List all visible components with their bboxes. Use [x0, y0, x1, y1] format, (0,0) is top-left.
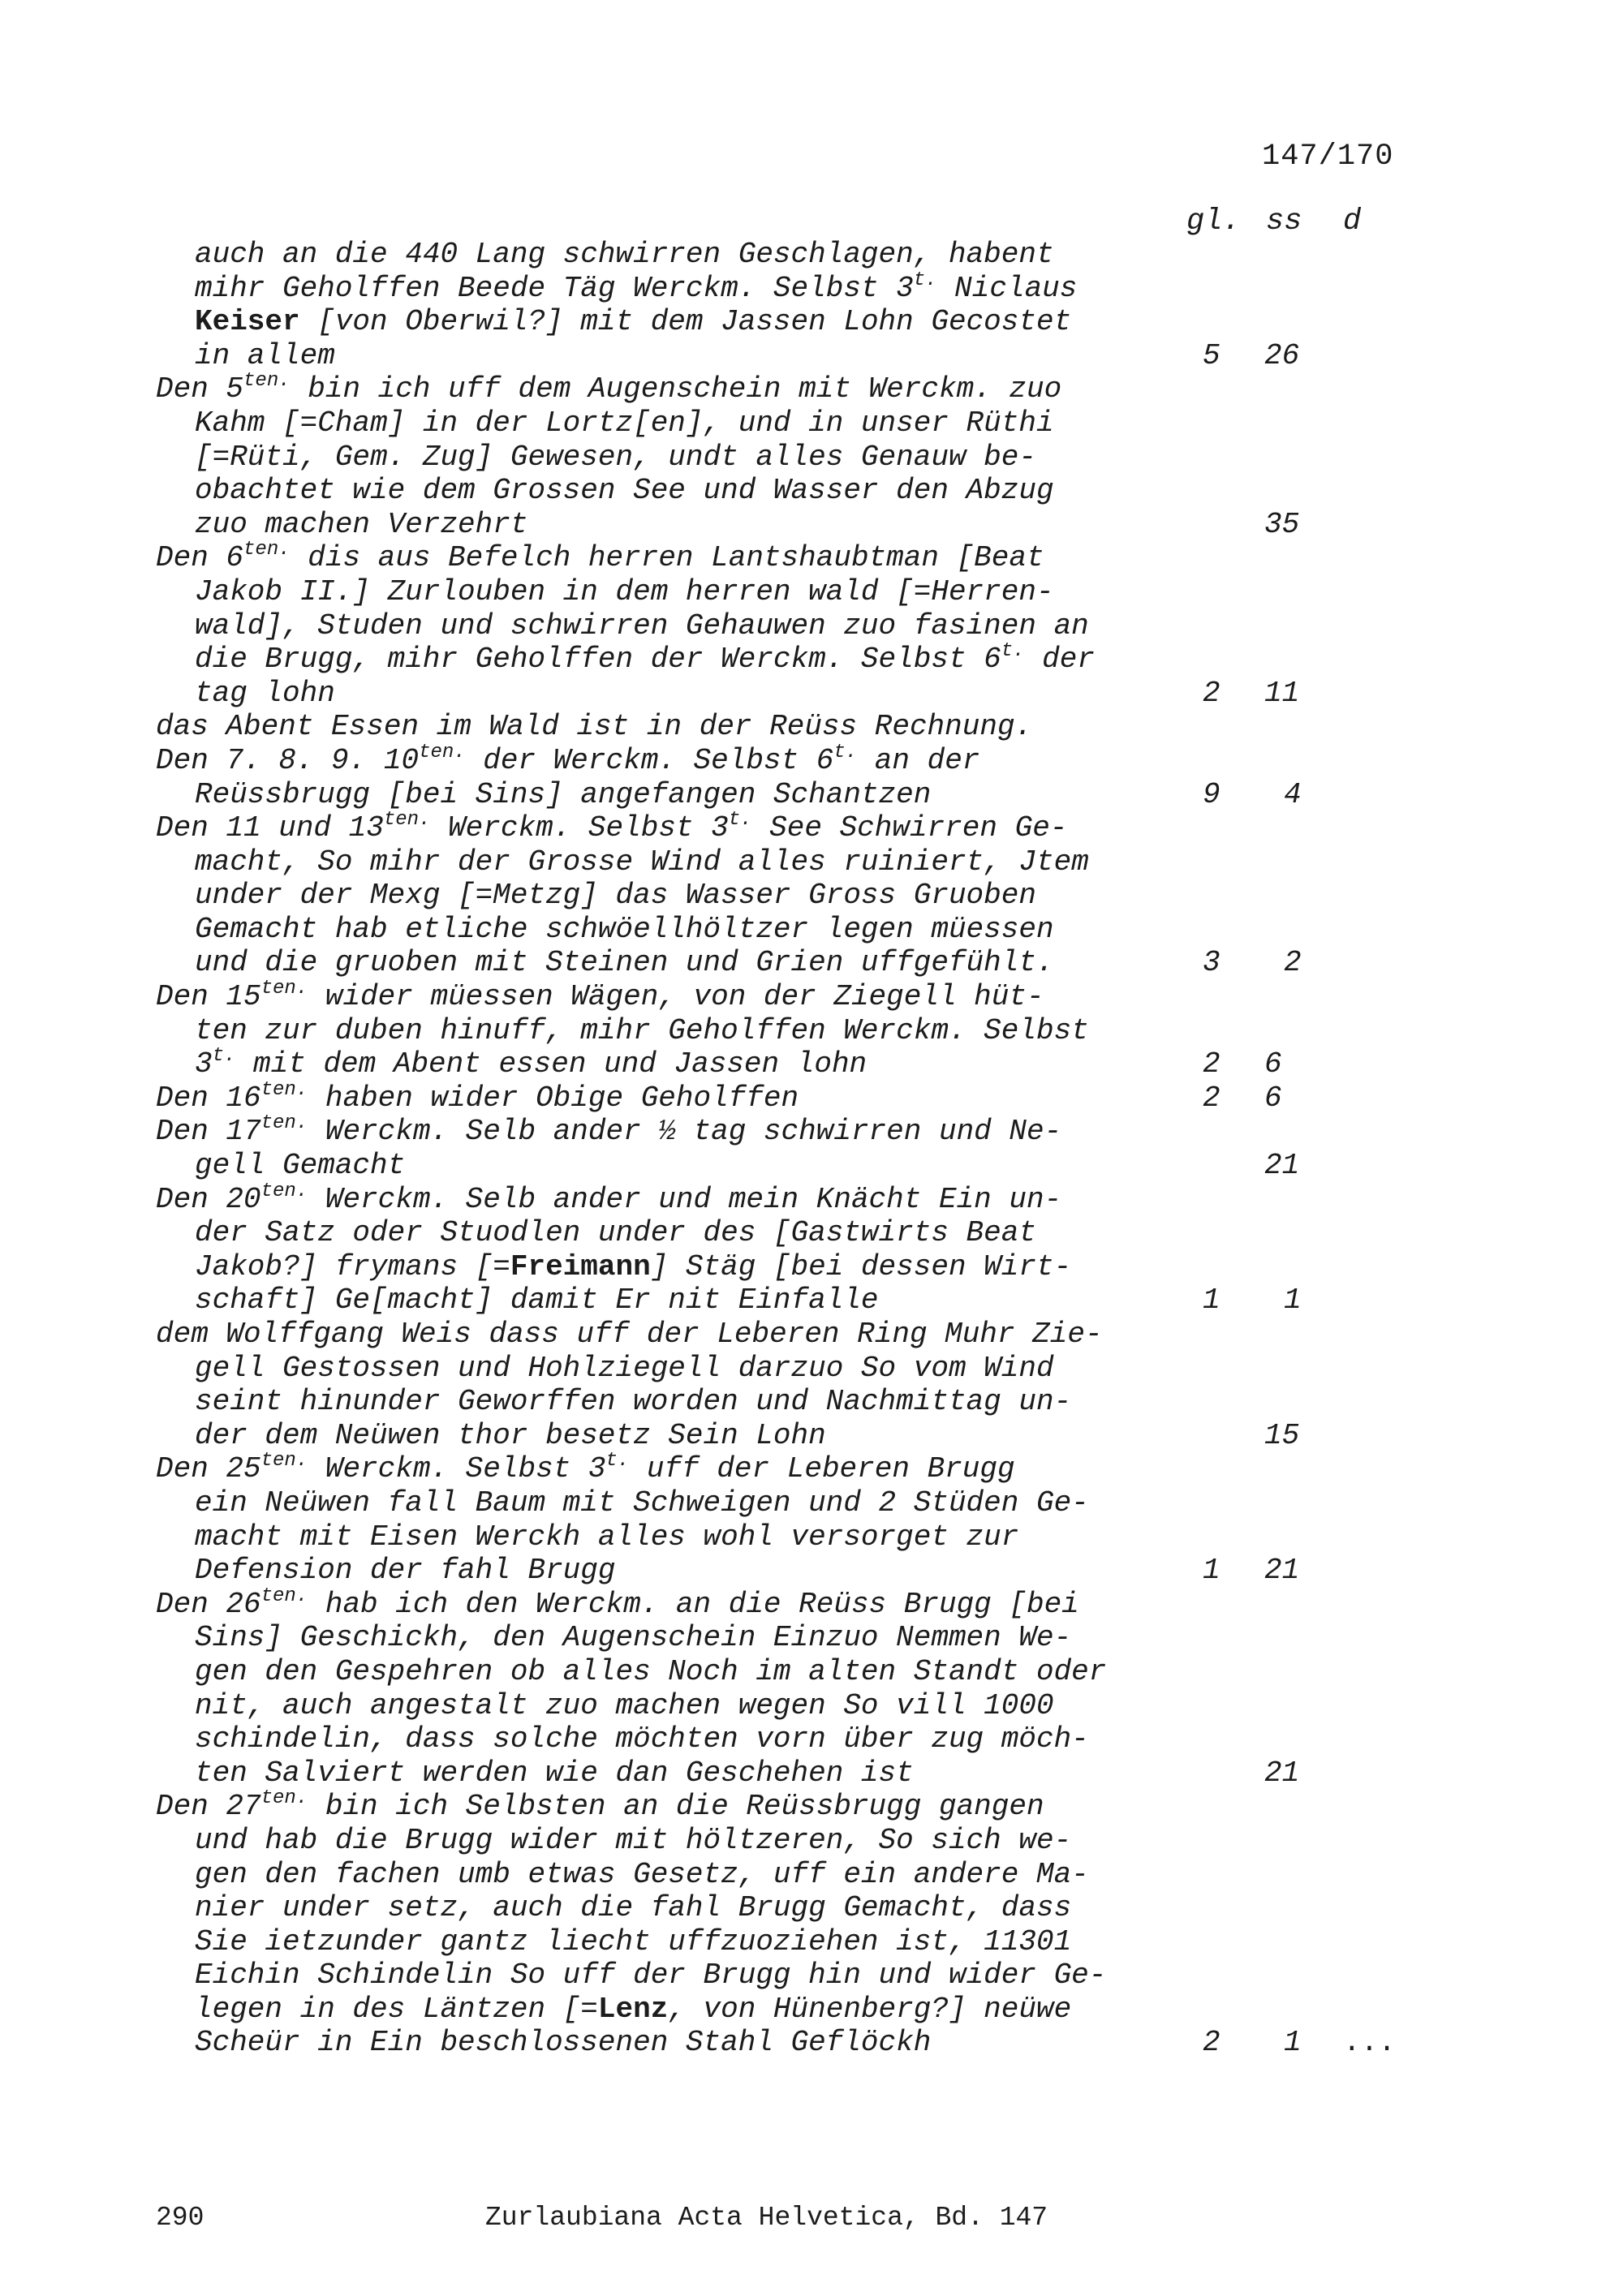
entry-line: die Brugg, mihr Geholffen der Werckm. Selbst $6^{t.}$ der — [195, 640, 1095, 677]
entry-line: gen den fachen umb etwas Gesetz, uff ein andere Ma- — [195, 1857, 1089, 1891]
amount-ss: 15 — [1264, 1418, 1300, 1452]
entry-line: [=Rüti, Gem. Zug] Gewesen, undt alles Genauw be- — [195, 440, 1036, 474]
entry-line: tag lohn — [195, 676, 335, 710]
entry-line: nier under setz, auch die fahl Brugg Gemacht, dass — [195, 1891, 1072, 1925]
entry-line: Gemacht hab etliche schwöellhöltzer legen müessen — [195, 912, 1054, 946]
amount-ss: 1 — [1284, 2026, 1302, 2060]
entry-line: der Satz oder Stuodlen under des [Gastwirts Beat — [195, 1216, 1036, 1250]
ledger-entry — [0, 372, 1623, 541]
ledger-entry — [0, 1584, 1623, 1791]
entry-line: Den $20^{ten.}$ Werckm. Selb ander und mein Knächt Ein un- — [156, 1180, 1062, 1216]
entry-line: ten Salviert werden wie dan Geschehen ist — [195, 1756, 914, 1790]
ledger-entry — [0, 541, 1623, 710]
entry-line: Defension der fahl Brugg — [195, 1554, 616, 1588]
footer-page-number: 290 — [156, 2203, 204, 2233]
entry-line: ten zur duben hinuff, mihr Geholffen Werckm. Selbst — [195, 1013, 1089, 1047]
entry-line: Den 11 und $13^{ten.}$ Werckm. Selbst $3^{t.}$ See Schwirren Ge- — [156, 809, 1068, 845]
entry-line: Den $5^{ten.}$ bin ich uff dem Augenschein mit Werckm. zuo — [156, 370, 1062, 406]
amount-gl: 2 — [1203, 1047, 1220, 1081]
entry-line: Jakob II.] Zurlouben in dem herren wald [=Herren- — [195, 574, 1054, 608]
amount-ss: 26 — [1264, 338, 1300, 372]
entry-line: wald], Studen und schwirren Gehauwen zuo fasinen an — [195, 608, 1089, 643]
amount-gl: 2 — [1203, 676, 1220, 710]
amount-gl: 1 — [1203, 1283, 1220, 1318]
page-reference: 147/170 — [1262, 140, 1394, 174]
ledger-entry — [0, 238, 1623, 372]
entry-line: gell Gemacht — [195, 1149, 406, 1183]
amount-gl: 5 — [1203, 338, 1220, 372]
entry-line: auch an die 440 Lang schwirren Geschlagen, habent — [195, 238, 1054, 271]
entry-line: dem Wolffgang Weis dass uff der Leberen Ring Muhr Zie- — [156, 1318, 1103, 1351]
amount-ss: 21 — [1264, 1756, 1300, 1790]
ledger-entry — [0, 811, 1623, 980]
entry-line: und die gruoben mit Steinen und Grien uffgefühlt. — [195, 946, 1054, 980]
column-header-gl: gl. — [1186, 204, 1241, 239]
entry-line: Scheür in Ein beschlossenen Stahl Geflöckh — [195, 2026, 932, 2060]
amount-ss: 6 — [1264, 1081, 1282, 1115]
entry-line: obachtet wie dem Grossen See und Wasser den Abzug — [195, 474, 1054, 508]
entry-line: mihr Geholffen Beede Täg Werckm. Selbst $3^{t.}$ Niclaus — [195, 269, 1078, 305]
amount-ss: 1 — [1284, 1283, 1302, 1318]
amount-gl: 2 — [1203, 2026, 1220, 2060]
ledger-entry — [0, 1452, 1623, 1587]
entry-line: Den $15^{ten.}$ wider müessen Wägen, von der Ziegell hüt- — [156, 978, 1044, 1014]
amount-gl: 1 — [1203, 1554, 1220, 1588]
entry-line: schaft] Ge[macht] damit Er nit Einfalle — [195, 1283, 879, 1318]
entry-line: Jakob?] frymans [=Freimann] Stäg [bei dessen Wirt- — [195, 1249, 1072, 1283]
entry-line: macht mit Eisen Werckh alles wohl versorget zur — [195, 1520, 1019, 1554]
ledger-entry — [0, 1318, 1623, 1452]
entry-line: in allem — [195, 338, 335, 372]
entry-line: der dem Neüwen thor besetz Sein Lohn — [195, 1418, 826, 1452]
amount-ss: 4 — [1284, 777, 1302, 811]
ledger-entry — [0, 1078, 1623, 1116]
entry-line: gen den Gespehren ob alles Noch im alten Standt oder — [195, 1654, 1107, 1688]
entry-line: das Abent Essen im Wald ist in der Reüss Rechnung. — [156, 710, 1033, 744]
entry-line: Eichin Schindelin So uff der Brugg hin und wider Ge- — [195, 1958, 1107, 1993]
column-header-ss: ss — [1266, 204, 1302, 239]
ledger-entry — [0, 980, 1623, 1081]
amount-gl: 9 — [1203, 777, 1220, 811]
ledger-entries — [0, 238, 1623, 2060]
amount-gl: 2 — [1203, 1081, 1220, 1115]
entry-line: Den $26^{ten.}$ hab ich den Werckm. an die Reüss Brugg [bei — [156, 1584, 1079, 1621]
entry-line: und hab die Brugg wider mit höltzeren, So sich we- — [195, 1823, 1072, 1857]
amount-ss: 21 — [1264, 1554, 1300, 1588]
footer-series-title: Zurlaubiana Acta Helvetica, Bd. 147 — [485, 2203, 1048, 2233]
entry-line: nit, auch angestalt zuo machen wegen So vill 1000 — [195, 1688, 1054, 1722]
entry-line: Den 7. 8. 9. $10^{ten.}$ der Werckm. Selbst $6^{t.}$ an der — [156, 741, 980, 777]
amount-ss: 21 — [1264, 1149, 1300, 1183]
entry-line: Reüssbrugg [bei Sins] angefangen Schantzen — [195, 777, 932, 811]
entry-line: Den $25^{ten.}$ Werckm. Selbst $3^{t.}$ uff der Leberen Brugg — [156, 1450, 1015, 1486]
entry-line: zuo machen Verzehrt — [195, 507, 528, 541]
entry-line: ein Neüwen fall Baum mit Schweigen und 2 Stüden Ge- — [195, 1486, 1089, 1520]
amount-d: ... — [1343, 2026, 1396, 2060]
entry-line: under der Mexg [=Metzg] das Wasser Gross Gruoben — [195, 879, 1036, 913]
entry-line: Sins] Geschickh, den Augenschein Einzuo Nemmen We- — [195, 1621, 1072, 1655]
entry-line: Den $27^{ten.}$ bin ich Selbsten an die Reüssbrugg gangen — [156, 1787, 1044, 1824]
entry-line: seint hinunder Geworffen worden und Nachmittag un- — [195, 1385, 1072, 1419]
entry-line: Den $6^{ten.}$ dis aus Befelch herren Lantshaubtman [Beat — [156, 539, 1044, 575]
column-header-d: d — [1343, 204, 1362, 239]
entry-line: Sie ietzunder gantz liecht uffzuoziehen ist, 11301 — [195, 1924, 1072, 1958]
entry-line: Den $16^{ten.}$ haben wider Obige Geholffen — [156, 1078, 799, 1115]
amount-gl: 3 — [1203, 946, 1220, 980]
amount-ss: 2 — [1284, 946, 1302, 980]
entry-line: macht, So mihr der Grosse Wind alles ruiniert, Jtem — [195, 845, 1089, 879]
ledger-entry — [0, 710, 1623, 744]
ledger-entry — [0, 1112, 1623, 1183]
amount-ss: 6 — [1264, 1047, 1282, 1081]
entry-line: legen in des Läntzen [=Lenz, von Hünenberg?] neüwe — [195, 1992, 1072, 2026]
entry-line: Kahm [=Cham] in der Lortz[en], und in unser Rüthi — [195, 406, 1054, 440]
entry-line: Den $17^{ten.}$ Werckm. Selb ander ½ tag schwirren und Ne- — [156, 1112, 1062, 1149]
amount-ss: 11 — [1264, 676, 1300, 710]
entry-line: gell Gestossen und Hohlziegell darzuo So vom Wind — [195, 1351, 1054, 1385]
ledger-entry — [0, 741, 1623, 811]
amount-ss: 35 — [1264, 507, 1300, 541]
ledger-entry — [0, 1180, 1623, 1318]
ledger-entry — [0, 1787, 1623, 2060]
entry-line: $3^{t.}$ mit dem Abent essen und Jassen lohn — [195, 1045, 867, 1081]
entry-line: schindelin, dass solche möchten vorn über zug möch- — [195, 1722, 1089, 1756]
entry-line: Keiser [von Oberwil?] mit dem Jassen Lohn Gecostet — [195, 305, 1072, 339]
